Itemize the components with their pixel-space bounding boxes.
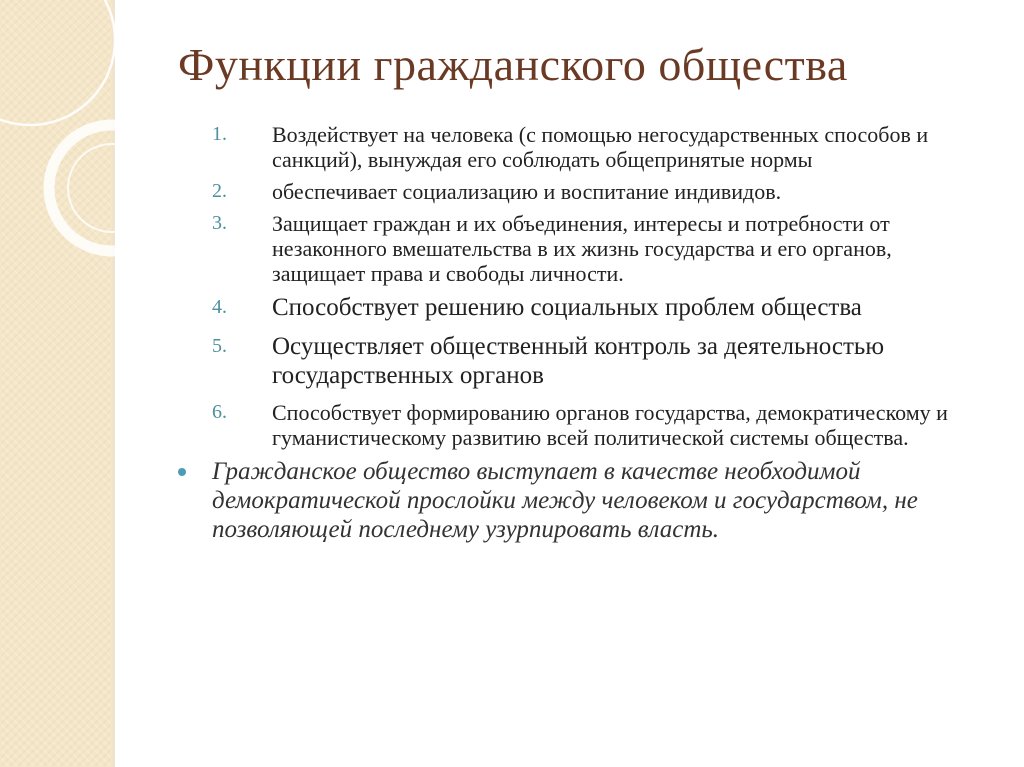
list-number: 1.: [212, 123, 227, 145]
list-number: 5.: [212, 335, 227, 357]
list-number: 3.: [212, 212, 227, 234]
list-item-text: обеспечивает социализацию и воспитание индивидов.: [272, 179, 782, 204]
list-item: [168, 122, 968, 172]
list-item: [168, 332, 968, 390]
functions-list: [168, 122, 968, 450]
conclusion-bullet: [168, 457, 968, 544]
list-item-text: Осуществляет общественный контроль за деятельностью государственных органов: [272, 333, 884, 389]
list-number: 4.: [212, 296, 227, 318]
list-item: [168, 179, 968, 204]
list-item-text: Защищает граждан и их объединения, интересы и потребности от незаконного вмешательства в их жизнь государства и его органов, защищает права и свободы личности.: [272, 211, 892, 286]
slide-content: [168, 122, 968, 544]
list-item-text: Способствует решению социальных проблем общества: [272, 294, 862, 321]
list-item-text: Способствует формированию органов государства, демократическому и гуманистическому развитию всей политической системы общества.: [272, 400, 948, 450]
list-number: 6.: [212, 401, 227, 423]
slide-title: Функции гражданского общества: [178, 39, 848, 90]
decorative-side-band: [0, 0, 112, 767]
conclusion-text: Гражданское общество выступает в качестве необходимой демократической прослойки между человеком и государством, не позволяющей последнему узурпировать власть.: [212, 458, 918, 543]
list-item: [168, 211, 968, 286]
list-item: [168, 400, 968, 450]
list-number: 2.: [212, 180, 227, 202]
list-item-text: Воздействует на человека (с помощью негосударственных способов и санкций), вынуждая его соблюдать общепринятые нормы: [272, 122, 929, 172]
bullet-dot-icon: [178, 468, 186, 476]
list-item: [168, 293, 968, 322]
side-band-edge: [112, 0, 115, 767]
